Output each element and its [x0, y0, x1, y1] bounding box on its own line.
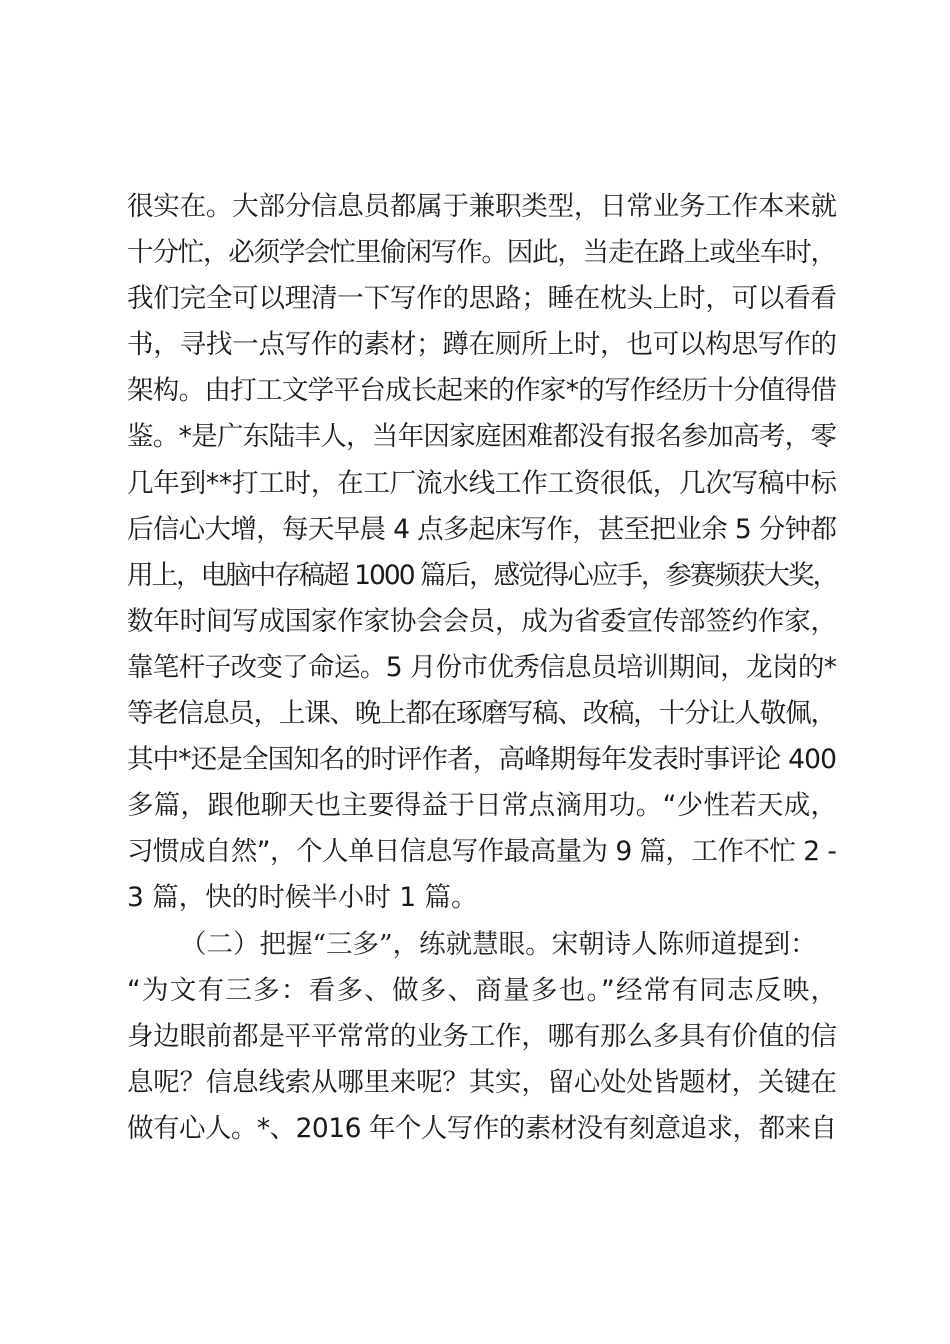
text-line: 3 篇，快的时候半小时 1 篇。 [127, 882, 478, 914]
text-line: 其中*还是全国知名的时评作者，高峰期每年发表时事评论 400 [127, 744, 837, 776]
text-line: 习惯成自然”，个人单日信息写作最高量为 9 篇，工作不忙 2 - [127, 836, 837, 868]
text-line: 用上，电脑中存稿超 1000 篇后，感觉得心应手，参赛频获大奖， [127, 559, 837, 591]
paragraph-1 [127, 184, 837, 922]
text-line: 数年时间写成国家作家协会会员，成为省委宣传部签约作家， [127, 605, 837, 637]
text-line: 等老信息员，上课、晚上都在琢磨写稿、改稿，十分让人敬佩， [127, 698, 836, 730]
text-line: 息呢？信息线索从哪里来呢？其实，留心处处皆题材，关键在 [127, 1066, 837, 1098]
text-line: 做有心人。*、2016 年个人写作的素材没有刻意追求，都来自 [127, 1112, 837, 1144]
text-line: 书，寻找一点写作的素材；蹲在厕所上时，也可以构思写作的 [127, 329, 837, 361]
section-heading: （二）把握“三多”，练就慧眼。 [180, 928, 552, 960]
text-line: 身边眼前都是平平常常的业务工作，哪有那么多具有价值的信 [127, 1020, 837, 1052]
text-line: 鉴。*是广东陆丰人，当年因家庭困难都没有报名参加高考，零 [127, 421, 837, 453]
text-line: 几年到**打工时，在工厂流水线工作工资很低，几次写稿中标 [127, 467, 837, 499]
text-line: 十分忙，必须学会忙里偷闲写作。因此，当走在路上或坐车时， [127, 237, 836, 269]
text-line: 我们完全可以理清一下写作的思路；睡在枕头上时，可以看看 [127, 283, 837, 315]
section-heading-line: （二）把握“三多”，练就慧眼。 宋朝诗人陈师道提到： [127, 922, 837, 968]
body-text [127, 184, 837, 1152]
text-line: “为文有三多：看多、做多、商量多也。”经常有同志反映， [127, 974, 839, 1006]
text-line: 多篇，跟他聊天也主要得益于日常点滴用功。“少性若天成， [127, 790, 838, 822]
paragraph-2 [127, 922, 837, 1152]
text-line: 靠笔杆子改变了命运。5 月份市优秀信息员培训期间，龙岗的* [127, 651, 837, 683]
text-line: 很实在。大部分信息员都属于兼职类型，日常业务工作本来就 [127, 191, 837, 222]
text-line: 后信心大增，每天早晨 4 点多起床写作，甚至把业余 5 分钟都 [127, 513, 837, 545]
text-line: 架构。由打工文学平台成长起来的作家*的写作经历十分值得借 [127, 375, 837, 407]
